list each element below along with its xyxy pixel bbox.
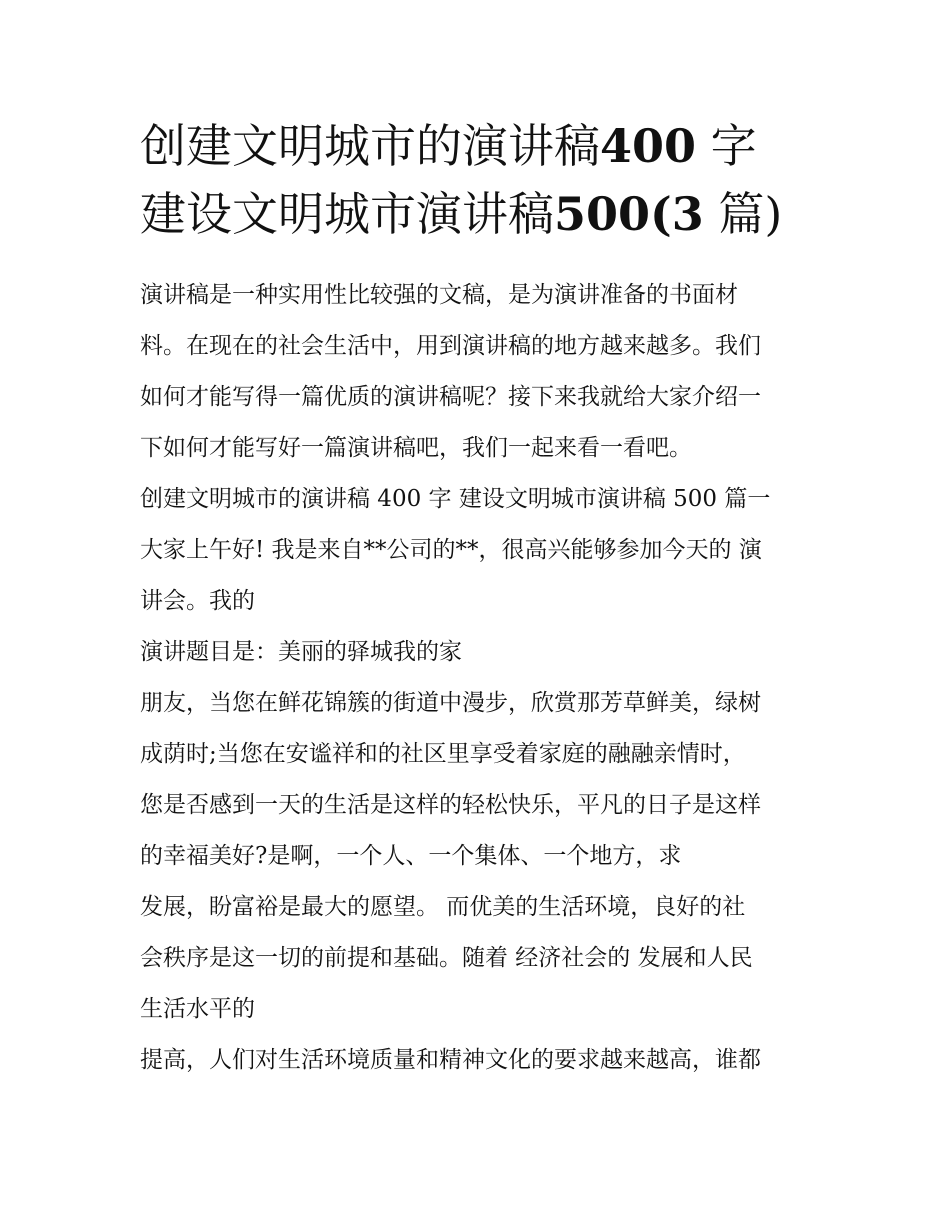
title-line-2 [140, 180, 830, 248]
body-line: 大家上午好! 我是来自**公司的**，很高兴能够参加今天的 演 [140, 537, 762, 563]
body-line: 创建文明城市的演讲稿 400 字 建设文明城市演讲稿 500 篇一 [140, 486, 771, 512]
body-line: 讲会。我的 [140, 588, 255, 614]
document-body [140, 270, 830, 1086]
title-line-2-number: 500(3 [554, 187, 704, 241]
title-line-1-number: 400 [600, 119, 697, 173]
body-line: 发展，盼富裕是最大的愿望。 而优美的生活环境，良好的社 [140, 894, 746, 920]
body-line: 如何才能写得一篇优质的演讲稿呢？接下来我就给大家介绍一 [140, 384, 761, 410]
title-line-1-tail: 字 [696, 119, 757, 173]
body-line: 下如何才能写好一篇演讲稿吧，我们一起来看一看吧。 [140, 435, 692, 461]
document-title [140, 112, 830, 248]
body-line: 演讲稿是一种实用性比较强的文稿，是为演讲准备的书面材 [140, 282, 738, 308]
title-line-1 [140, 112, 830, 180]
title-line-2-text: 建设文明城市演讲稿 [140, 187, 554, 241]
body-line: 成荫时;当您在安谧祥和的社区里享受着家庭的融融亲情时， [140, 741, 746, 767]
body-line: 料。在现在的社会生活中，用到演讲稿的地方越来越多。我们 [140, 333, 761, 359]
document-content [140, 112, 830, 1086]
body-line: 生活水平的 [140, 996, 255, 1022]
body-line: 会秩序是这一切的前提和基础。随着 经济社会的 发展和人民 [140, 945, 753, 971]
body-line: 朋友，当您在鲜花锦簇的街道中漫步，欣赏那芳草鲜美，绿树 [140, 690, 761, 716]
body-line: 提高，人们对生活环境质量和精神文化的要求越来越高，谁都 [140, 1047, 761, 1073]
body-line: 您是否感到一天的生活是这样的轻松快乐，平凡的日子是这样 [140, 792, 761, 818]
title-line-2-tail: 篇) [703, 187, 783, 241]
body-line: 演讲题目是：美丽的驿城我的家 [140, 639, 462, 665]
body-line: 的幸福美好?是啊，一个人、一个集体、一个地方，求 [140, 843, 682, 869]
title-line-1-text: 创建文明城市的演讲稿 [140, 119, 600, 173]
